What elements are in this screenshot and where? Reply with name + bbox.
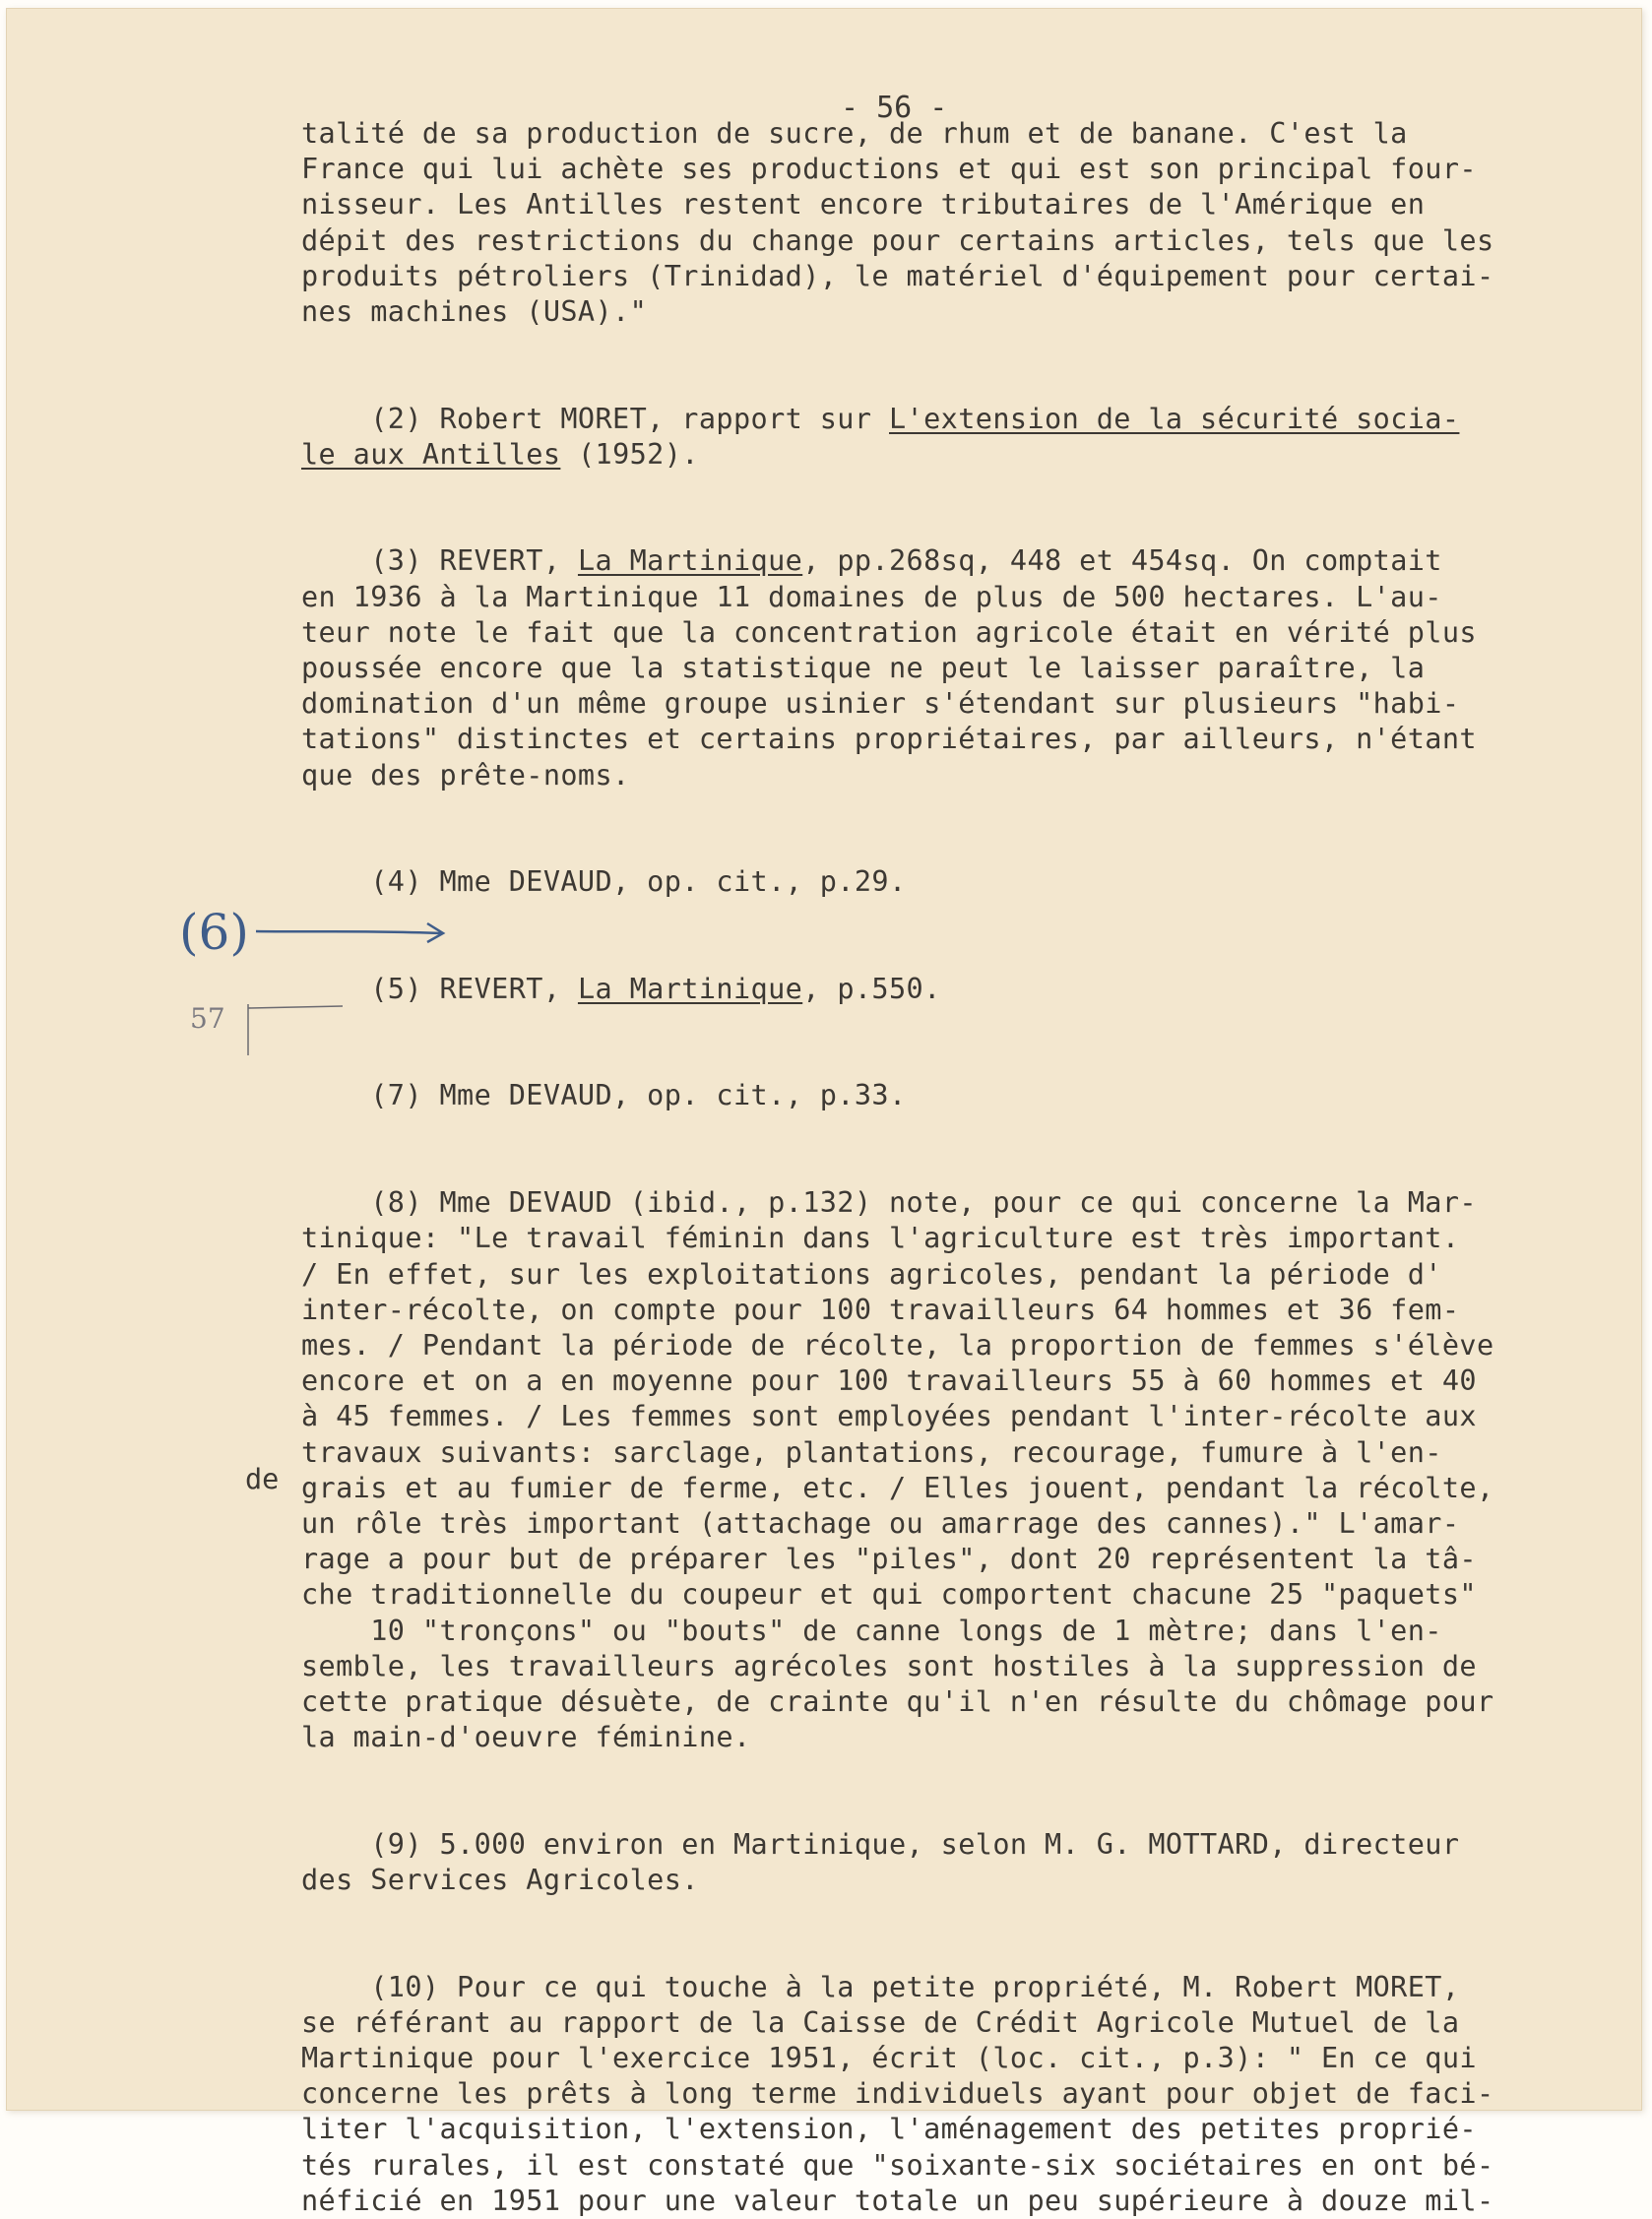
note-7: (7) Mme DEVAUD, op. cit., p.33.: [301, 1079, 907, 1112]
note-5-title: La Martinique: [577, 972, 803, 1005]
text-line: che traditionnelle du coupeur et qui comportent chacune 25 "paquets": [301, 1578, 1477, 1612]
note-2-title-cont: le aux Antilles: [301, 437, 561, 471]
text-line: Martinique pour l'exercice 1951, écrit (loc. cit., p.3): " En ce qui: [301, 2041, 1477, 2074]
text-line: rage a pour but de préparer les "piles", dont 20 représentent la tâ-: [301, 1543, 1477, 1576]
text-line: France qui lui achète ses productions et qui est son principal four-: [301, 153, 1477, 186]
text-line: (9) 5.000 environ en Martinique, selon M. G. MOTTARD, directeur: [301, 1827, 1460, 1861]
text-line: des Services Agricoles.: [301, 1863, 699, 1896]
text-line: (8) Mme DEVAUD (ibid., p.132) note, pour ce qui concerne la Mar-: [301, 1186, 1477, 1220]
note-2: [301, 402, 1620, 473]
text-line: travaux suivants: sarclage, plantations, recourage, fumure à l'en-: [301, 1435, 1442, 1469]
margin-insert-mark: (6): [179, 904, 249, 961]
text-line: nisseur. Les Antilles restent encore tributaires de l'Amérique en: [301, 188, 1426, 222]
text-line: / En effet, sur les exploitations agricoles, pendant la période d': [301, 1257, 1442, 1291]
note-3: [301, 543, 1620, 792]
text-line: teur note le fait que la concentration agricole était en vérité plus: [301, 615, 1477, 649]
text-line: grais et au fumier de ferme, etc. / Elles jouent, pendant la récolte,: [301, 1471, 1494, 1504]
note-8: [301, 1185, 1620, 1755]
text-line: dépit des restrictions du change pour certains articles, tels que les: [301, 223, 1494, 257]
note-10: [301, 1970, 1620, 2219]
document-page: [6, 8, 1642, 2217]
text-line: talité de sa production de sucre, de rhum et de banane. C'est la: [301, 117, 1408, 150]
text-line: nes machines (USA).": [301, 295, 648, 329]
text-line: poussée encore que la statistique ne peut le laisser paraître, la: [301, 652, 1426, 685]
note-3-line-rest: , pp.268sq, 448 et 454sq. On comptait: [802, 544, 1442, 578]
text-line: tinique: "Le travail féminin dans l'agriculture est très important.: [301, 1222, 1460, 1255]
text-line: tations" distinctes et certains propriétaires, par ailleurs, n'étant: [301, 723, 1477, 756]
note-2-suffix: (1952).: [560, 437, 699, 471]
text-line: 10 "tronçons" ou "bouts" de canne longs de 1 mètre; dans l'en-: [301, 1614, 1442, 1647]
page-number: - 56 -: [841, 91, 948, 125]
text-line: encore et on a en moyenne pour 100 travailleurs 55 à 60 hommes et 40: [301, 1364, 1477, 1398]
text-line: néficié en 1951 pour une valeur totale un peu supérieure à douze mil-: [301, 2184, 1494, 2217]
text-line: cette pratique désuète, de crainte qu'il n'en résulte du chômage pour: [301, 1684, 1494, 1718]
note-5-prefix: (5) REVERT,: [301, 972, 578, 1005]
text-line: se référant au rapport de la Caisse de Crédit Agricole Mutuel de la: [301, 2005, 1460, 2039]
margin-arrow-icon: [254, 912, 451, 951]
text-line: inter-récolte, on compte pour 100 travailleurs 64 hommes et 36 fem-: [301, 1293, 1460, 1326]
note-5-suffix: , p.550.: [802, 972, 941, 1005]
note-2-prefix: (2) Robert MORET, rapport sur: [301, 402, 889, 435]
text-line: semble, les travailleurs agrécoles sont hostiles à la suppression de: [301, 1649, 1477, 1682]
note-3-prefix: (3) REVERT,: [301, 544, 578, 578]
note-3-title: La Martinique: [577, 544, 803, 578]
text-line: produits pétroliers (Trinidad), le matériel d'équipement pour certai-: [301, 259, 1494, 292]
text-line: que des prête-noms.: [301, 758, 630, 792]
note-5: [301, 972, 1620, 1007]
text-line: un rôle très important (attachage ou amarrage des cannes)." L'amar-: [301, 1506, 1460, 1540]
text-line: liter l'acquisition, l'extension, l'aménagement des petites proprié-: [301, 2113, 1477, 2146]
margin-bracket-icon: [240, 1000, 349, 1059]
paragraph-top: [301, 116, 1620, 330]
note-9: [301, 1827, 1620, 1898]
text-line: concerne les prêts à long terme individuels ayant pour objet de faci-: [301, 2077, 1494, 2111]
note-4: (4) Mme DEVAUD, op. cit., p.29.: [301, 865, 907, 899]
margin-inserted-word: de: [245, 1463, 280, 1495]
text-line: mes. / Pendant la période de récolte, la proportion de femmes s'élève: [301, 1328, 1494, 1362]
text-line: tés rurales, il est constaté que "soixante-six sociétaires en ont bé-: [301, 2148, 1494, 2182]
text-line: domination d'un même groupe usinier s'étendant sur plusieurs "habi-: [301, 687, 1460, 721]
text-line: (10) Pour ce qui touche à la petite propriété, M. Robert MORET,: [301, 1970, 1460, 2003]
page-text: [301, 116, 1620, 2219]
text-line: à 45 femmes. / Les femmes sont employées pendant l'inter-récolte aux: [301, 1400, 1477, 1433]
note-2-title: L'extension de la sécurité socia-: [889, 402, 1460, 435]
text-line: en 1936 à la Martinique 11 domaines de plus de 500 hectares. L'au-: [301, 580, 1442, 613]
text-line: la main-d'oeuvre féminine.: [301, 1721, 751, 1754]
margin-page-ref: 57: [190, 1002, 225, 1035]
